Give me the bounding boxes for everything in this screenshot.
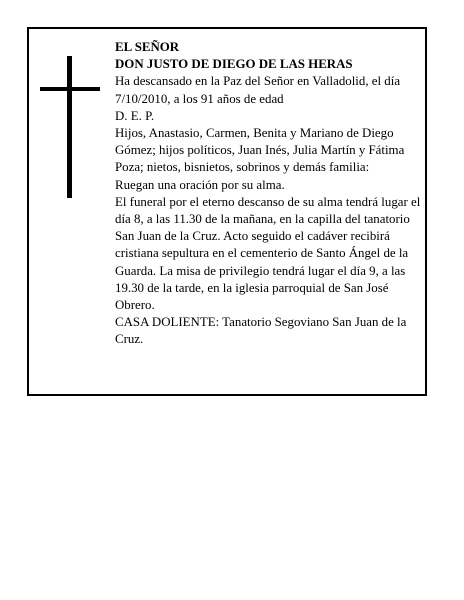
cross-vertical-bar: [67, 56, 72, 198]
deceased-name: DON JUSTO DE DIEGO DE LAS HERAS: [115, 57, 353, 72]
obituary-notice: [27, 27, 427, 396]
cross-horizontal-bar: [40, 87, 100, 91]
prayer-request: Ruegan una oración por su alma.: [115, 177, 285, 192]
funeral-details: El funeral por el eterno descanso de su alma tendrá lugar el día 8, a las 11.30 de la mañana, en la capilla del tanatorio San Juan de la Cruz. Acto seguido el cadáver recibirá cristiana sepultura en el cementerio de Santo Ángel de la Guarda. La misa de privilegio tendrá lugar el día 9, a las 19.30 de la tarde, en la iglesia parroquial de San José Obrero.: [115, 194, 421, 313]
family-list: Hijos, Anastasio, Carmen, Benita y Mariano de Diego Gómez; hijos políticos, Juan Inés, Julia Martín y Fátima Poza; nietos, bisnietos, sobrinos y demás familia:: [115, 126, 405, 175]
rip-line: D. E. P.: [115, 108, 155, 123]
latin-cross-icon: [40, 56, 100, 198]
notice-text: [115, 39, 423, 349]
mourning-house: CASA DOLIENTE: Tanatorio Segoviano San Juan de la Cruz.: [115, 315, 407, 347]
notice-title: EL SEÑOR: [115, 40, 180, 54]
death-announcement: Ha descansado en la Paz del Señor en Valladolid, el día 7/10/2010, a los 91 años de edad: [115, 74, 401, 106]
